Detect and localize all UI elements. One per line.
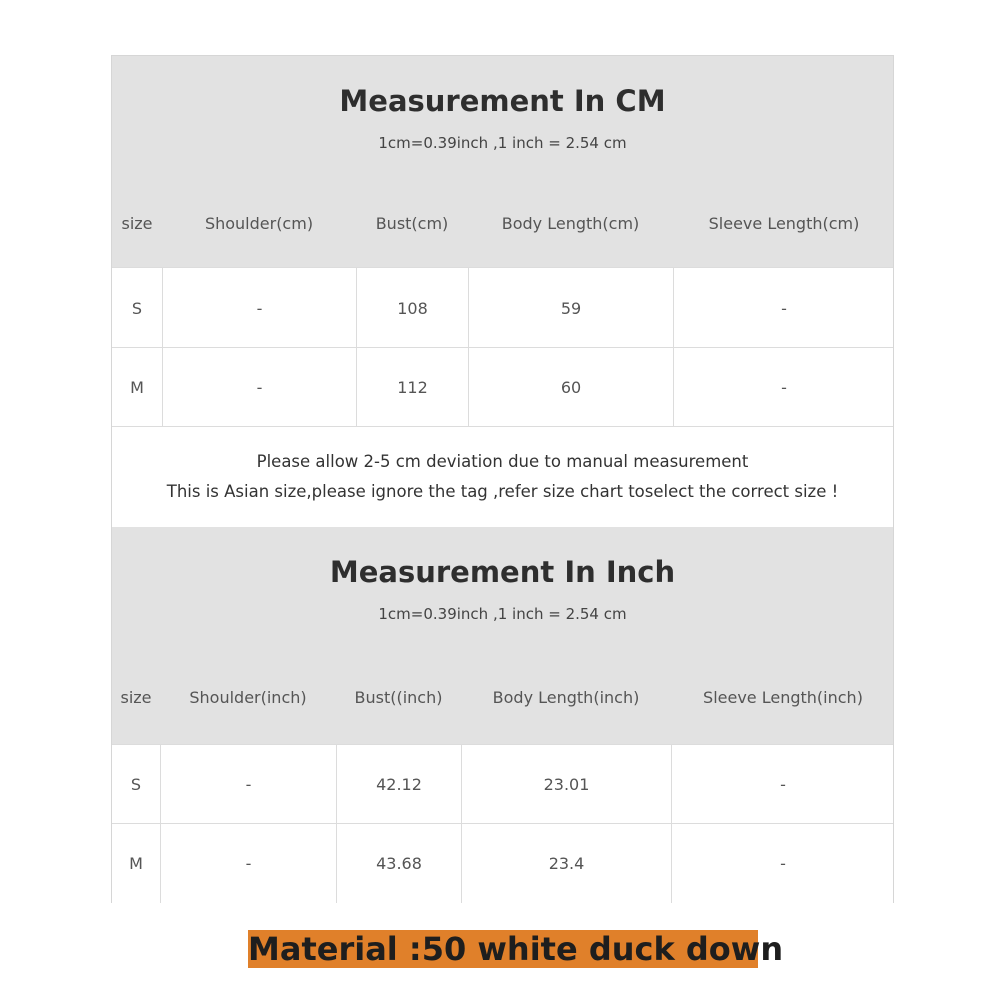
inch-header-size: size xyxy=(120,688,152,707)
inch-header-shoulder: Shoulder(inch) xyxy=(189,688,307,707)
cm-cell-bust: 108 xyxy=(356,268,468,348)
inch-cell-body-length: 23.4 xyxy=(461,824,671,903)
cm-header-size: size xyxy=(121,214,153,233)
cm-header-bust: Bust(cm) xyxy=(375,214,449,233)
inch-header-block xyxy=(112,527,893,744)
inch-cell-shoulder: - xyxy=(160,745,336,824)
inch-header-sleeve-length: Sleeve Length(inch) xyxy=(703,688,863,707)
size-chart-cm xyxy=(111,55,894,527)
inch-cell-sleeve-length: - xyxy=(671,824,894,903)
inch-cell-bust: 42.12 xyxy=(336,745,461,824)
cm-cell-sleeve-length: - xyxy=(673,348,894,427)
cm-title: Measurement In CM xyxy=(339,84,666,118)
cm-cell-size: S xyxy=(131,298,143,318)
inch-header-bust: Bust((inch) xyxy=(354,688,443,707)
cm-header-block xyxy=(112,56,893,267)
note-line-asian-size: This is Asian size,please ignore the tag ,refer size chart toselect the correct size ! xyxy=(166,482,839,501)
inch-cell-sleeve-length: - xyxy=(671,745,894,824)
size-chart-inch xyxy=(111,527,894,903)
inch-conversion-text: 1cm=0.39inch ,1 inch = 2.54 cm xyxy=(378,605,627,623)
cm-cell-shoulder: - xyxy=(162,348,356,427)
inch-cell-size: S xyxy=(130,775,142,794)
measurement-note xyxy=(112,426,893,527)
cm-cell-bust: 112 xyxy=(356,348,468,427)
cm-cell-body-length: 60 xyxy=(468,348,673,427)
cm-cell-size: M xyxy=(130,378,144,397)
cm-conversion-text: 1cm=0.39inch ,1 inch = 2.54 cm xyxy=(378,134,627,152)
inch-header-body-length: Body Length(inch) xyxy=(492,688,640,707)
table-row xyxy=(112,267,893,348)
cm-cell-sleeve-length: - xyxy=(673,268,894,348)
table-row xyxy=(112,347,893,427)
table-row xyxy=(112,744,893,824)
inch-cell-body-length: 23.01 xyxy=(461,745,671,824)
cm-cell-body-length: 59 xyxy=(468,268,673,348)
material-label: Material :50 white duck down xyxy=(248,930,784,968)
cm-header-sleeve-length: Sleeve Length(cm) xyxy=(708,214,860,233)
inch-cell-shoulder: - xyxy=(160,824,336,903)
table-row xyxy=(112,823,893,903)
inch-title: Measurement In Inch xyxy=(329,555,676,589)
cm-cell-shoulder: - xyxy=(162,268,356,348)
note-line-deviation: Please allow 2-5 cm deviation due to manual measurement xyxy=(256,452,749,471)
cm-header-shoulder: Shoulder(cm) xyxy=(204,214,314,233)
inch-cell-bust: 43.68 xyxy=(336,824,461,903)
inch-cell-size: M xyxy=(129,854,143,873)
cm-header-body-length: Body Length(cm) xyxy=(501,214,640,233)
